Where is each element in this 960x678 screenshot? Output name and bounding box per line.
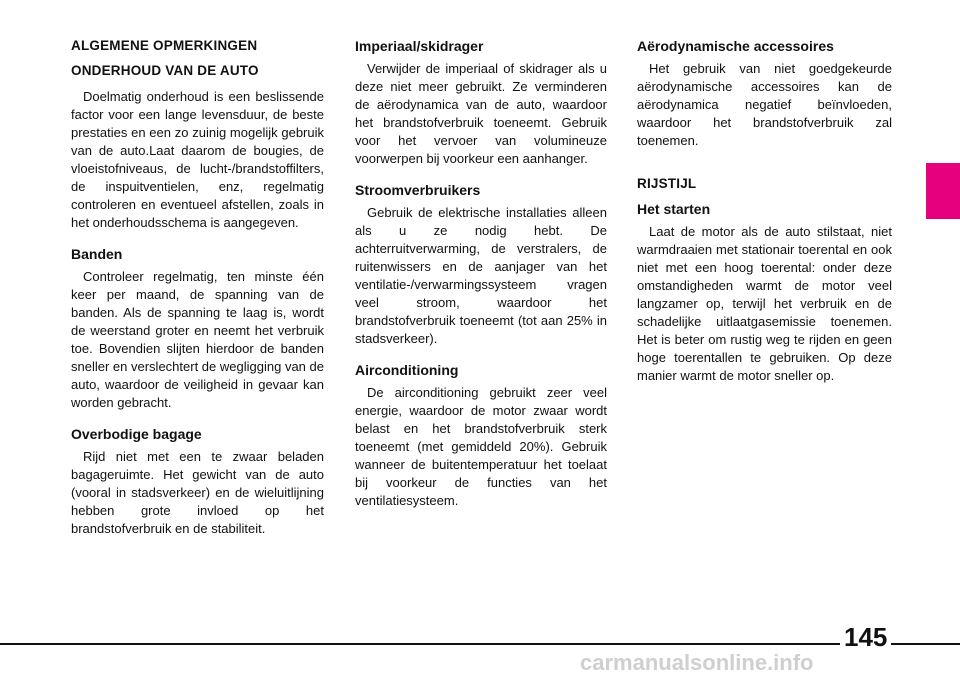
heading-imperiaal: Imperiaal/skidrager — [355, 38, 484, 54]
paragraph-stroomverbruikers: Gebruik de elektrische installaties alleen als u ze nodig hebt. De achterruitverwarming, de verstralers, de ruitenwissers en de aanjager van het ventilatie-/verwarmingssysteem vragen veel stroom, waardoor het brandstofverbruik toeneemt (tot aan 25% in stadsverkeer). — [355, 205, 607, 346]
heading-airconditioning: Airconditioning — [355, 362, 459, 378]
footer-rule — [0, 643, 840, 645]
paragraph-aerodynamische: Het gebruik van niet goedgekeurde aërodynamische accessoires kan de aërodynamica negatief beïnvloeden, waardoor het brandstofverbruik zal toenemen. — [637, 61, 892, 148]
heading-rijstijl: RIJSTIJL — [637, 176, 697, 191]
heading-aerodynamische: Aërodynamische accessoires — [637, 38, 834, 54]
watermark: carmanualsonline.info — [580, 650, 814, 675]
column-left — [71, 34, 324, 546]
section-tab-marker — [926, 163, 960, 219]
heading-stroomverbruikers: Stroomverbruikers — [355, 182, 481, 198]
column-middle — [355, 34, 607, 518]
heading-het-starten: Het starten — [637, 201, 711, 217]
heading-bagage: Overbodige bagage — [71, 426, 202, 442]
paragraph-airconditioning: De airconditioning gebruikt zeer veel energie, waardoor de motor zwaar wordt belast en het brandstofverbruik sterk toeneemt (met gemiddeld 20%). Gebruik wanneer de buitentemperatuur het toelaat bij voorkeur de functies van het ventilatiesysteem. — [355, 385, 607, 508]
paragraph-maintenance: Doelmatig onderhoud is een beslissende factor voor een lange levensduur, de beste prestaties en een zo zuinig mogelijk gebruik van de auto.Laat daarom de bougies, de vloeistofniveaus, de lucht-/brandstoffilters, de inspuitventielen, enz, regelmatig controleren en eventueel afstellen, zoals in het onderhoudsschema is aangegeven. — [71, 89, 324, 230]
section-subtitle: ONDERHOUD VAN DE AUTO — [71, 63, 259, 78]
section-title: ALGEMENE OPMERKINGEN — [71, 38, 258, 53]
heading-banden: Banden — [71, 246, 123, 262]
column-right — [637, 34, 892, 393]
paragraph-bagage: Rijd niet met een te zwaar beladen bagageruimte. Het gewicht van de auto (vooral in stadsverkeer) en de wieluitlijning hebben grote invloed op het brandstofverbruik en de stabiliteit. — [71, 449, 324, 536]
paragraph-het-starten: Laat de motor als de auto stilstaat, niet warmdraaien met stationair toerental en ook niet met een hoog toerental: onder deze omstandigheden warmt de motor veel langzamer op, terwijl het verbruik en de schadelijke uitlaatgasemissie toenemen. Het is beter om rustig weg te rijden en geen hoge toerentallen te gebruiken. Op deze manier warmt de motor sneller op. — [637, 224, 892, 383]
paragraph-imperiaal: Verwijder de imperiaal of skidrager als u deze niet meer gebruikt. Ze verminderen de aërodynamica van de auto, waardoor het brandstofverbruik toeneemt. Gebruik voor het vervoer van volumineuze voorwerpen bij voorkeur een aanhanger. — [355, 61, 607, 166]
page-number: 145 — [844, 622, 888, 652]
footer-rule-right — [891, 643, 960, 645]
paragraph-banden: Controleer regelmatig, ten minste één keer per maand, de spanning van de banden. Als de spanning te laag is, wordt de weerstand groter en neemt het verbruik toe. Bovendien slijten hierdoor de banden sneller en verslechtert de wegligging van de auto, waardoor de veiligheid in gevaar kan worden gebracht. — [71, 269, 324, 410]
